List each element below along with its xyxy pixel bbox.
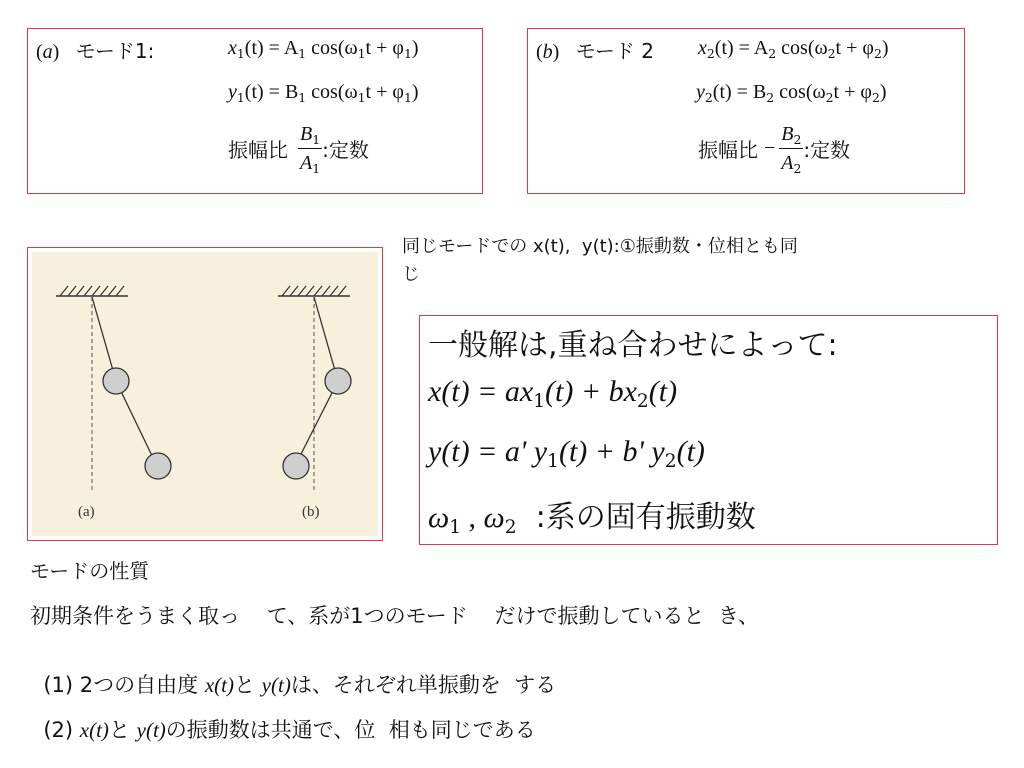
mode1-ratio	[228, 121, 369, 176]
general-x-mid: (t) + bx	[545, 375, 637, 408]
mode2-ratio-fraction	[779, 121, 803, 176]
mode2-y-ph-sub: 2	[871, 89, 880, 105]
mode2-y-cos: cos(ω	[774, 81, 826, 103]
mode1-y-amp-sub: 1	[298, 89, 307, 105]
mode2-x-equation	[698, 35, 889, 61]
properties-line-3-post: の振動数は共通で、位 相も同じである	[165, 718, 536, 742]
mode1-x-var: x	[228, 37, 237, 59]
mode1-x-equation	[228, 35, 419, 61]
mode2-x-end: )	[881, 37, 889, 59]
mode2-x-amp-sub: 2	[768, 45, 777, 61]
mode1-x-ph-sub: 1	[403, 45, 412, 61]
bob-a-upper	[103, 368, 129, 394]
note-line-1: 同じモードでの x(t), y(t):①振動数・位相とも同	[402, 236, 798, 257]
mode1-y-cos: cos(ω	[306, 81, 358, 103]
general-omega2: ω	[483, 501, 505, 534]
general-x-end: (t)	[648, 375, 678, 408]
mode1-x-end: )	[411, 37, 419, 59]
mode2-y-var: y	[696, 81, 705, 103]
mode1-x-amp-sub: 1	[298, 45, 307, 61]
general-omega1: ω	[428, 501, 450, 534]
general-heading: 一般解は,重ね合わせによって:	[428, 328, 838, 363]
mode1-y-t: t + φ	[365, 81, 404, 103]
properties-line-1: 初期条件をうまく取っ て、系が1つのモード だけで振動していると き、	[30, 604, 760, 628]
general-y-mid: (t) + b' y	[558, 435, 665, 468]
mode2-title: モード 2	[575, 39, 654, 63]
mode1-x-rest: (t) = A	[244, 37, 299, 59]
note-line-2: じ	[402, 264, 420, 285]
mode1-y-var: y	[228, 81, 237, 103]
mode2-y-equation	[696, 79, 887, 105]
mode2-y-sub: 2	[704, 89, 713, 105]
bob-b-upper	[325, 368, 351, 394]
mode1-y-equation	[228, 79, 419, 105]
mode1-label-close: )	[52, 41, 60, 63]
mode1-y-end: )	[411, 81, 419, 103]
mode2-ratio-suffix: :定数	[803, 137, 851, 162]
general-y-equation	[428, 434, 705, 472]
mode1-ratio-label: 振幅比	[228, 137, 288, 162]
mode2-x-sub: 2	[706, 45, 715, 61]
mode1-box	[27, 28, 483, 194]
properties-line-2-x: x(t)	[204, 673, 234, 697]
pendulum-figure	[27, 247, 383, 541]
mode2-ratio-label: 振幅比	[698, 137, 758, 162]
properties-line-3-mid: と	[108, 718, 137, 742]
mode1-x-cos: cos(ω	[306, 37, 358, 59]
mode2-label-letter: b	[542, 41, 553, 63]
general-x-sub2: 2	[636, 390, 649, 412]
mode2-ratio	[698, 121, 850, 176]
mode2-x-om-sub: 2	[827, 45, 836, 61]
mode1-ratio-den-sub: 1	[312, 160, 321, 176]
mode1-label-open: (	[36, 41, 43, 63]
mode2-y-rest: (t) = B	[712, 81, 767, 103]
mode2-box	[527, 28, 965, 194]
general-x-sub1: 1	[533, 390, 546, 412]
general-x-main: x(t) = ax	[428, 375, 534, 408]
general-y-sub1: 1	[547, 450, 559, 472]
mode1-y-sub: 1	[236, 89, 245, 105]
mode1-ratio-num: B	[300, 123, 313, 145]
general-y-main: y(t) = a' y	[428, 435, 548, 468]
properties-line-3	[30, 690, 536, 744]
general-y-end: (t)	[676, 435, 705, 468]
mode1-x-t: t + φ	[365, 37, 404, 59]
mode1-title: モード1:	[75, 39, 155, 63]
figure-label-a: (a)	[78, 504, 95, 520]
properties-line-2-post: は、それぞれ単振動を する	[290, 673, 557, 697]
mode1-ratio-suffix: :定数	[322, 137, 369, 162]
mode2-y-om-sub: 2	[825, 89, 834, 105]
figure-label-b: (b)	[302, 504, 320, 520]
bob-b-lower	[283, 453, 309, 479]
mode2-label-close: )	[552, 41, 560, 63]
mode1-ratio-den: A	[300, 151, 313, 174]
mode1-label-letter: a	[42, 41, 53, 63]
mode2-x-rest: (t) = A	[714, 37, 769, 59]
general-omega2-sub: 2	[504, 516, 517, 538]
general-y-sub2: 2	[664, 450, 677, 472]
mode2-x-var: x	[698, 37, 707, 59]
properties-line-2-pre: (1) 2つの自由度	[43, 673, 205, 697]
bob-a-lower	[145, 453, 171, 479]
general-omega1-sub: 1	[449, 516, 462, 538]
mode2-ratio-den: A	[781, 151, 794, 174]
general-x-equation	[428, 374, 677, 412]
mode2-ratio-num-sub: 2	[793, 131, 802, 147]
properties-line-2-mid: と	[233, 673, 262, 697]
figure-background	[32, 252, 378, 536]
mode2-y-amp-sub: 2	[766, 89, 775, 105]
general-solution-box	[419, 315, 998, 545]
properties-heading: モードの性質	[30, 559, 150, 583]
general-omega-sep: ,	[461, 501, 484, 534]
mode1-ratio-num-sub: 1	[312, 131, 321, 147]
general-omega-line	[428, 492, 756, 538]
mode2-ratio-den-sub: 2	[793, 160, 802, 176]
mode2-label-open: (	[536, 41, 543, 63]
mode2-x-ph-sub: 2	[873, 45, 882, 61]
general-omega-text: :系の固有振動数	[516, 500, 756, 535]
pendulum-diagram	[32, 252, 378, 536]
mode2-x-t: t + φ	[835, 37, 874, 59]
mode1-y-ph-sub: 1	[403, 89, 412, 105]
mode1-y-rest: (t) = B	[244, 81, 299, 103]
mode1-x-om-sub: 1	[357, 45, 366, 61]
mode1-y-om-sub: 1	[357, 89, 366, 105]
properties-line-3-pre: (2)	[43, 718, 80, 742]
properties-line-3-x: x(t)	[79, 718, 109, 742]
mode2-y-end: )	[879, 81, 887, 103]
mode1-label	[36, 35, 154, 64]
properties-line-2-y: y(t)	[261, 673, 291, 697]
mode2-ratio-sign: −	[764, 136, 776, 159]
mode2-label	[536, 35, 654, 64]
mode2-y-t: t + φ	[833, 81, 872, 103]
mode1-x-sub: 1	[236, 45, 245, 61]
mode1-ratio-fraction	[298, 121, 322, 176]
mode2-ratio-num: B	[781, 123, 794, 145]
properties-line-3-y: y(t)	[136, 718, 166, 742]
mode2-x-cos: cos(ω	[776, 37, 828, 59]
